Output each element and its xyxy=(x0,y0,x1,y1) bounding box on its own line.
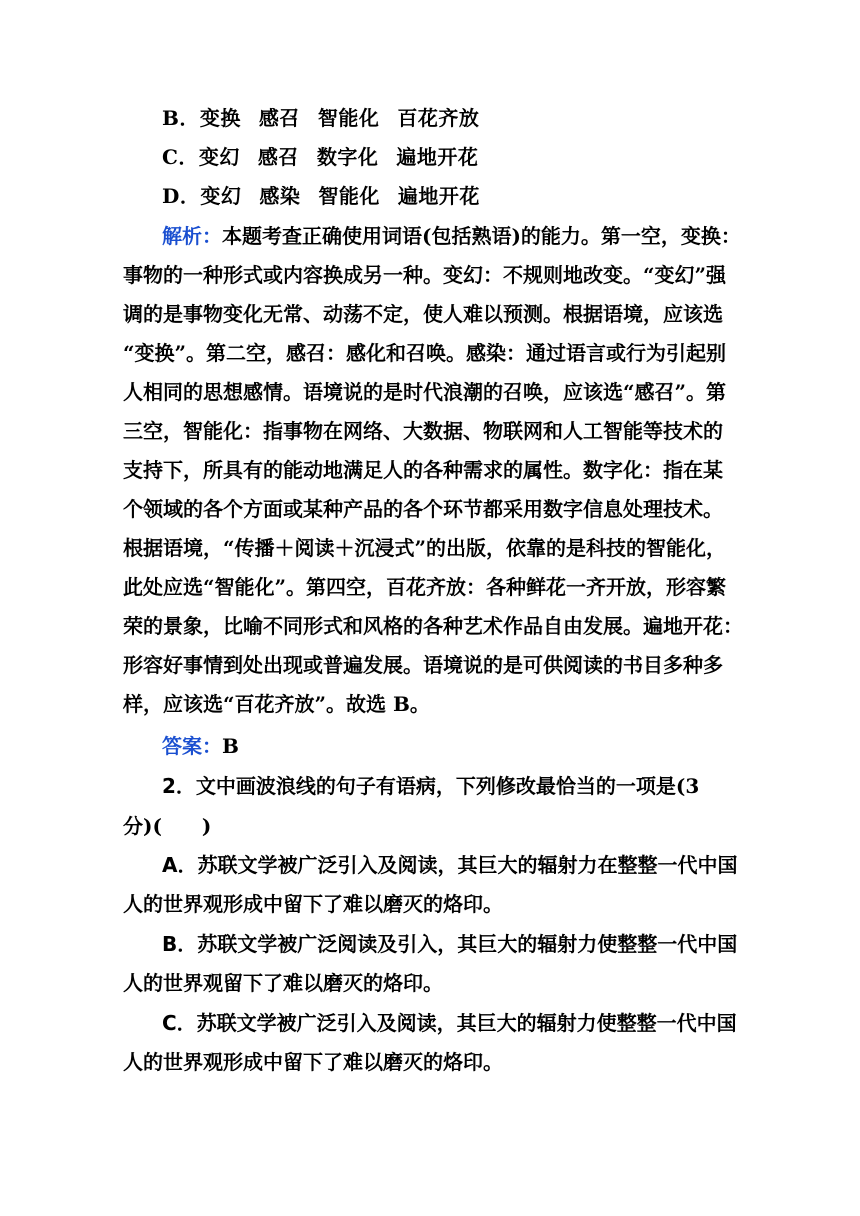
analysis-line: 调的是事物变化无常、动荡不定，使人难以预测。根据语境，应该选 xyxy=(123,302,723,326)
analysis-line: 样，应该选“百花齐放”。故选 B。 xyxy=(123,692,430,716)
analysis-line: 个领域的各个方面或某种产品的各个环节都采用数字信息处理技术。 xyxy=(123,497,723,521)
option-word: 感染 xyxy=(259,184,301,208)
question-text: 文中画波浪线的句子有语病，下列修改最恰当的一项是(3 xyxy=(195,774,700,798)
option-word: 感召 xyxy=(257,145,299,169)
option-word: 智能化 xyxy=(318,184,380,208)
option-word: 数字化 xyxy=(316,145,379,169)
choice-a-line2: 人的世界观形成中留下了难以磨灭的烙印。 xyxy=(123,892,503,916)
analysis-line: 荣的景象，比喻不同形式和风格的各种艺术作品自由发展。遍地开花： xyxy=(123,614,743,638)
analysis-line: 根据语境，“传播＋阅读＋沉浸式”的出版，依靠的是科技的智能化， xyxy=(123,536,727,560)
option-letter: C． xyxy=(162,145,199,169)
option-letter: D． xyxy=(162,184,201,208)
answer-value: B xyxy=(222,734,239,758)
question-number: 2． xyxy=(162,774,196,798)
option-letter: B． xyxy=(162,106,200,130)
analysis-line: “变换”。第二空，感召：感化和召唤。感染：通过语言或行为引起别 xyxy=(123,341,727,365)
option-word: 变幻 xyxy=(200,184,242,208)
option-word: 感召 xyxy=(258,106,300,130)
analysis-line: 三空，智能化：指事物在网络、大数据、物联网和人工智能等技术的 xyxy=(123,419,723,443)
analysis-line: 人相同的思想感情。语境说的是时代浪潮的召唤，应该选“感召”。第 xyxy=(123,380,727,404)
option-b xyxy=(162,106,479,130)
option-d xyxy=(162,184,480,208)
answer-line xyxy=(162,734,239,758)
analysis-line xyxy=(162,224,741,248)
question-2-line xyxy=(162,774,699,798)
option-word: 遍地开花 xyxy=(396,145,479,169)
option-word: 变换 xyxy=(199,106,241,130)
option-c xyxy=(162,145,478,169)
analysis-text: 本题考查正确使用词语(包括熟语)的能力。第一空，变换： xyxy=(222,224,741,248)
option-word: 智能化 xyxy=(317,106,380,130)
option-word: 遍地开花 xyxy=(397,184,480,208)
option-word: 变幻 xyxy=(198,145,240,169)
choice-c-line1: C．苏联文学被广泛引入及阅读，其巨大的辐射力使整整一代中国 xyxy=(162,1011,737,1035)
analysis-line: 事物的一种形式或内容换成另一种。变幻：不规则地改变。“变幻”强 xyxy=(123,263,727,287)
analysis-line: 形容好事情到处出现或普遍发展。语境说的是可供阅读的书目多种多 xyxy=(123,653,723,677)
analysis-label: 解析： xyxy=(162,224,222,248)
choice-b-line2: 人的世界观留下了难以磨灭的烙印。 xyxy=(123,971,443,995)
analysis-line: 支持下，所具有的能动地满足人的各种需求的属性。数字化：指在某 xyxy=(123,458,723,482)
question-2-line: 分)( ) xyxy=(123,814,212,838)
analysis-line: 此处应选“智能化”。第四空，百花齐放：各种鲜花一齐开放，形容繁 xyxy=(123,575,727,599)
choice-c-line2: 人的世界观形成中留下了难以磨灭的烙印。 xyxy=(123,1050,503,1074)
choice-a-line1: A．苏联文学被广泛引入及阅读，其巨大的辐射力在整整一代中国 xyxy=(162,853,738,877)
answer-label: 答案： xyxy=(162,734,222,758)
choice-b-line1: B．苏联文学被广泛阅读及引入，其巨大的辐射力使整整一代中国 xyxy=(162,932,738,956)
option-word: 百花齐放 xyxy=(397,106,480,130)
